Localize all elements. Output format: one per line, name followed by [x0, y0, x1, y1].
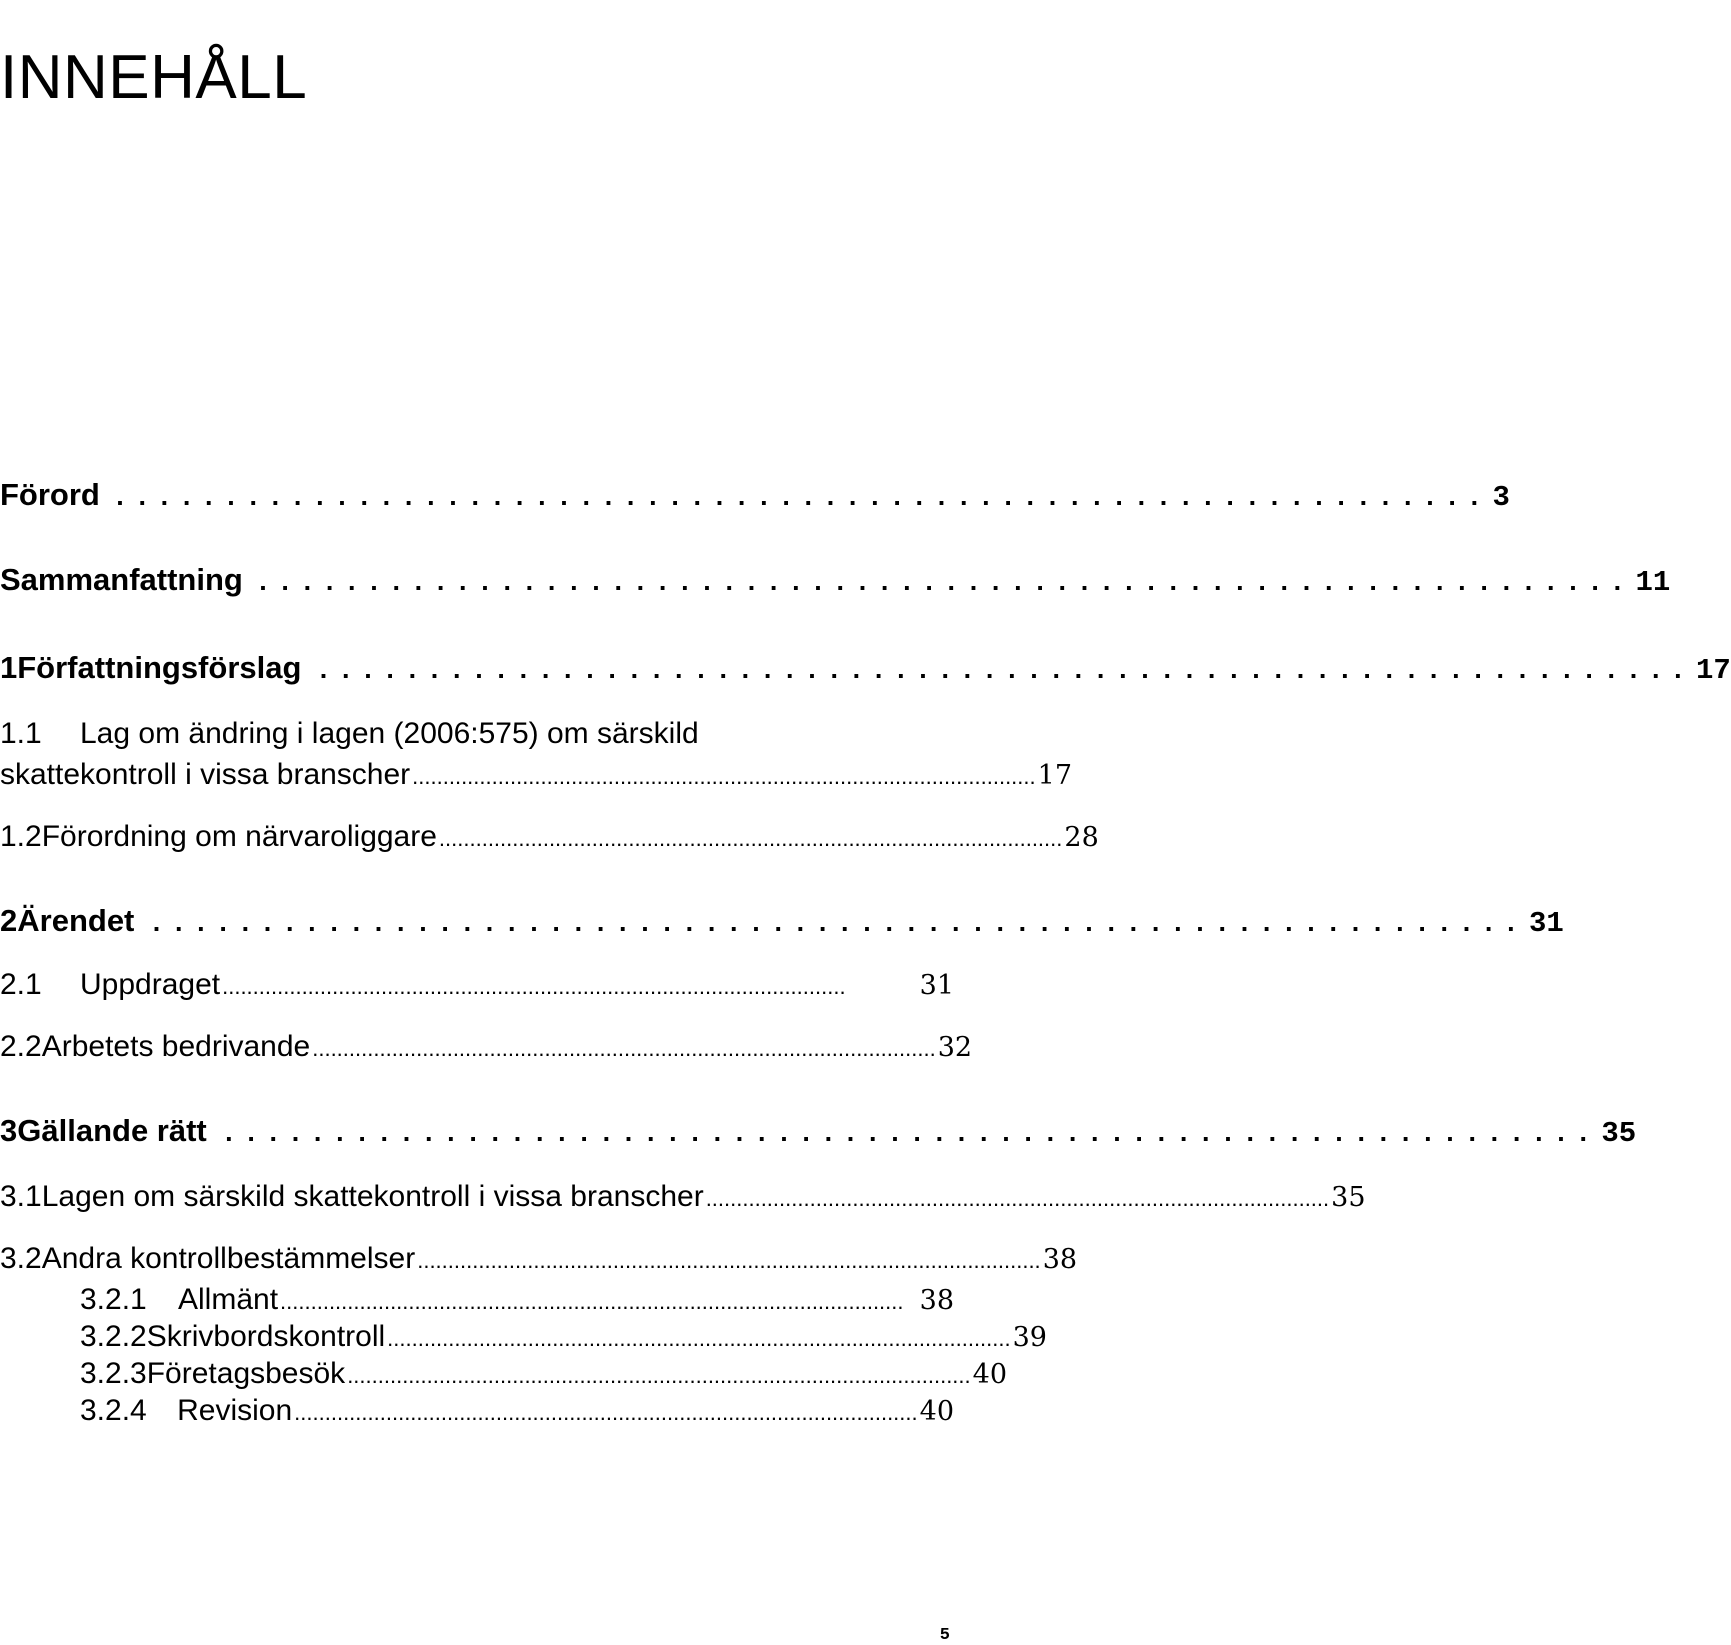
page-title: INNEHÅLL	[0, 42, 308, 112]
toc-label: Revision	[177, 1394, 293, 1427]
toc-label-line2: skattekontroll i vissa branscher	[0, 758, 411, 791]
toc-entry-2-2[interactable]	[0, 1030, 973, 1064]
toc-number: 3.2	[0, 1242, 42, 1275]
toc-entry-forord[interactable]	[0, 477, 1510, 514]
page-number: 5	[939, 1626, 950, 1645]
toc-entry-1-1[interactable]	[0, 717, 954, 751]
toc-label: Sammanfattning	[0, 562, 243, 597]
toc-number: 2.1	[0, 968, 42, 1001]
toc-page: 40	[972, 1359, 1008, 1390]
toc-page: 40	[919, 1396, 954, 1427]
toc-number: 1.2	[0, 820, 42, 853]
toc-leader: ......................................................................................................	[438, 826, 1063, 851]
toc-number: 1	[0, 650, 18, 685]
toc-entry-3-2-2[interactable]	[0, 1320, 1047, 1354]
toc-label: Gällande rätt	[17, 1113, 207, 1148]
toc-page: 28	[1064, 822, 1099, 853]
toc-entry-chapter-1[interactable]	[0, 650, 1731, 687]
toc-page: 35	[1331, 1182, 1366, 1213]
toc-label: Förord	[0, 477, 100, 512]
toc-label: Allmänt	[178, 1283, 279, 1316]
toc-leader: ..............................................................	[220, 1120, 1598, 1150]
toc-leader: ......................................................................................................	[312, 1036, 936, 1061]
toc-number: 3.2.1	[80, 1283, 147, 1316]
toc-page: 3	[1492, 481, 1510, 514]
toc-page: 17	[1696, 654, 1731, 687]
toc-leader: ......................................................................................................	[412, 764, 1036, 789]
toc-page: 17	[1037, 760, 1072, 791]
toc-number: 3	[0, 1113, 18, 1148]
toc-label: Uppdraget	[80, 968, 221, 1001]
toc-label: Arbetets bedrivande	[41, 1030, 311, 1063]
toc-label: Författningsförslag	[17, 650, 302, 685]
toc-entry-3-2[interactable]	[0, 1242, 1078, 1276]
toc-label: Andra kontrollbestämmelser	[41, 1242, 416, 1275]
toc-number: 3.1	[0, 1180, 42, 1213]
toc-number: 3.2.2	[80, 1320, 147, 1353]
toc-leader: ......................................................................................................	[280, 1289, 904, 1314]
toc-leader: ..............................................................	[111, 484, 1489, 514]
toc-page: 31	[919, 970, 954, 1001]
toc-number: 2	[0, 903, 18, 938]
toc-entry-3-2-1[interactable]	[0, 1283, 954, 1317]
toc-leader: ..............................................................	[148, 910, 1525, 940]
toc-label-line1: Lag om ändring i lagen (2006:575) om särskild	[80, 717, 699, 750]
toc-leader: ......................................................................................................	[417, 1248, 1041, 1273]
toc-entry-3-2-4[interactable]	[0, 1394, 954, 1428]
toc-entry-3-2-3[interactable]	[0, 1357, 1008, 1391]
toc-leader: ......................................................................................................	[387, 1326, 1011, 1351]
toc-page: 35	[1601, 1117, 1637, 1150]
toc-page: 31	[1528, 907, 1564, 940]
toc-leader: ......................................................................................................	[222, 974, 846, 999]
toc-number: 2.2	[0, 1030, 42, 1063]
toc-label: Lagen om särskild skattekontroll i vissa branscher	[41, 1180, 704, 1213]
toc-entry-sammanfattning[interactable]	[0, 562, 1671, 599]
toc-leader: ......................................................................................................	[347, 1363, 971, 1388]
toc-leader: ..............................................................	[315, 657, 1692, 687]
toc-entry-chapter-2[interactable]	[0, 903, 1564, 940]
toc-entry-chapter-3[interactable]	[0, 1113, 1637, 1150]
toc-page: 39	[1012, 1322, 1047, 1353]
toc-entry-3-1[interactable]	[0, 1180, 1366, 1214]
toc-leader: ......................................................................................................	[705, 1186, 1330, 1211]
toc-entry-1-1-cont[interactable]	[0, 758, 1072, 792]
toc-label: Ärendet	[17, 903, 135, 938]
toc-leader: ..............................................................	[254, 569, 1632, 599]
toc-entry-2-1[interactable]	[0, 968, 954, 1002]
toc-number: 3.2.3	[80, 1357, 147, 1390]
toc-entry-1-2[interactable]	[0, 820, 1099, 854]
toc-label: Företagsbesök	[146, 1357, 346, 1390]
toc-number: 3.2.4	[80, 1394, 147, 1427]
toc-page: 11	[1635, 566, 1671, 599]
toc-page: 38	[1042, 1244, 1078, 1275]
toc-label: Skrivbordskontroll	[146, 1320, 386, 1353]
toc-leader: ......................................................................................................	[294, 1400, 918, 1425]
toc-page: 32	[937, 1032, 973, 1063]
toc-label: Förordning om närvaroliggare	[41, 820, 437, 853]
toc-number: 1.1	[0, 717, 42, 750]
toc-page: 38	[919, 1285, 954, 1316]
